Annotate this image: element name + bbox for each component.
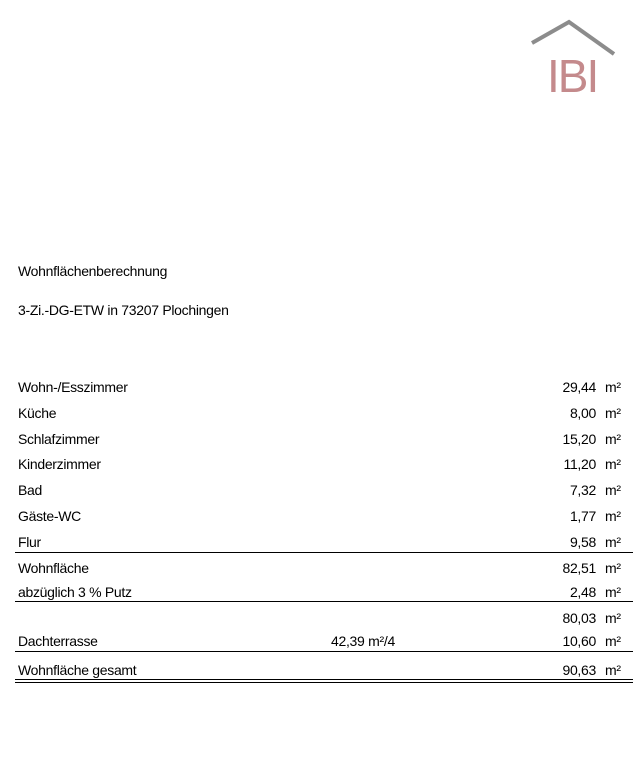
room-area: 15,20 <box>562 431 596 447</box>
putz-label: abzüglich 3 % Putz <box>18 584 132 600</box>
room-label: Flur <box>18 534 41 550</box>
wohnflaeche-label: Wohnfläche <box>18 560 89 576</box>
subtotal-divider <box>15 601 633 602</box>
area-unit: m² <box>605 456 621 472</box>
area-unit: m² <box>605 662 621 678</box>
room-row <box>18 534 633 554</box>
area-unit: m² <box>605 405 621 421</box>
area-unit: m² <box>605 534 621 550</box>
room-row <box>18 405 633 425</box>
sum-divider <box>15 552 633 553</box>
total-divider <box>15 651 633 652</box>
putz-value: 2,48 <box>569 584 596 600</box>
room-row <box>18 482 633 502</box>
area-unit: m² <box>605 508 621 524</box>
logo-text: IBI <box>547 50 598 98</box>
room-label: Wohn-/Esszimmer <box>18 379 128 395</box>
room-label: Gäste-WC <box>18 508 81 524</box>
document-subtitle: 3-Zi.-DG-ETW in 73207 Plochingen <box>18 302 229 318</box>
room-area: 11,20 <box>563 456 596 472</box>
room-label: Küche <box>18 405 57 421</box>
area-unit: m² <box>605 560 621 576</box>
dachterrasse-value: 10,60 <box>562 633 596 649</box>
gesamt-value: 90,63 <box>562 662 596 678</box>
dachterrasse-label: Dachterrasse <box>18 633 98 649</box>
area-unit: m² <box>605 431 621 447</box>
wohnflaeche-value: 82,51 <box>562 560 596 576</box>
room-area: 1,77 <box>569 508 596 524</box>
room-row <box>18 431 633 451</box>
dachterrasse-row <box>18 633 633 653</box>
room-area: 29,44 <box>562 379 596 395</box>
room-row <box>18 456 633 476</box>
area-unit: m² <box>605 633 621 649</box>
gesamt-label: Wohnfläche gesamt <box>18 662 137 678</box>
subtotal-value: 80,03 <box>562 610 596 626</box>
company-logo <box>528 18 622 98</box>
total-double-underline <box>15 679 633 683</box>
area-unit: m² <box>605 482 621 498</box>
document-title: Wohnflächenberechnung <box>18 263 168 279</box>
area-unit: m² <box>605 379 621 395</box>
wohnflaeche-row <box>18 560 633 580</box>
room-row <box>18 379 633 399</box>
room-area: 8,00 <box>569 405 596 421</box>
room-row <box>18 508 633 528</box>
room-label: Bad <box>18 482 43 498</box>
area-unit: m² <box>605 610 621 626</box>
area-unit: m² <box>605 584 621 600</box>
subtotal-row <box>18 610 633 630</box>
dachterrasse-calc: 42,39 m²/4 <box>331 633 395 649</box>
room-area: 9,58 <box>569 534 596 550</box>
house-logo-icon <box>528 18 622 98</box>
room-label: Schlafzimmer <box>18 431 100 447</box>
room-label: Kinderzimmer <box>18 456 101 472</box>
room-area: 7,32 <box>569 482 596 498</box>
